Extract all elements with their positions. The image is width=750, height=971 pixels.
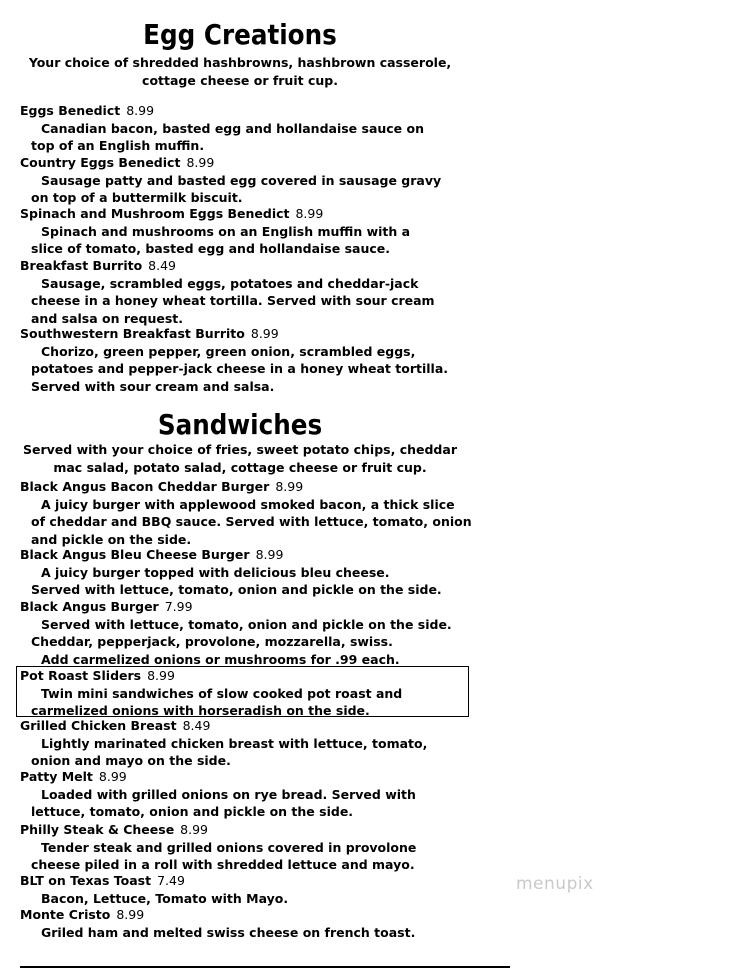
item-description: A juicy burger topped with delicious bleu cheese.	[41, 564, 390, 580]
item-description: Cheddar, pepperjack, provolone, mozzarella, swiss.	[31, 634, 393, 650]
item-price: 8.99	[186, 155, 215, 170]
item-name: Spinach and Mushroom Eggs Benedict	[20, 206, 290, 221]
item-description: and salsa on request.	[31, 310, 183, 326]
item-description: Served with lettuce, tomato, onion and pickle on the side.	[31, 582, 442, 598]
intro-line: mac salad, potato salad, cottage cheese or fruit cup.	[53, 460, 427, 475]
menu-item-bleu-cheese-burger	[20, 546, 740, 599]
item-description: onion and mayo on the side.	[31, 753, 231, 769]
menu-item-blt-texas-toast	[20, 872, 740, 907]
menu-item-southwestern-breakfast-burrito	[20, 325, 740, 395]
item-name: Country Eggs Benedict	[20, 155, 181, 170]
intro-line: Your choice of shredded hashbrowns, hashbrown casserole,	[28, 55, 452, 70]
item-name: Pot Roast Sliders	[20, 668, 142, 683]
item-price: 7.99	[164, 599, 193, 614]
item-price: 8.99	[250, 326, 279, 341]
menu-item-eggs-benedict	[20, 102, 740, 155]
item-description: Loaded with grilled onions on rye bread. Served with	[41, 786, 416, 802]
item-price: 8.99	[126, 103, 155, 118]
item-description: lettuce, tomato, onion and pickle on the side.	[31, 804, 354, 820]
item-price: 8.99	[147, 668, 175, 683]
item-name: Black Angus Burger	[20, 599, 159, 614]
item-name: Eggs Benedict	[20, 103, 121, 118]
item-description: slice of tomato, basted egg and hollandaise sauce.	[31, 241, 390, 257]
item-description: Tender steak and grilled onions covered in provolone	[41, 839, 417, 855]
section-intro-sandwiches	[0, 441, 480, 477]
menu-item-pot-roast-sliders	[17, 667, 468, 719]
item-description: cheese piled in a roll with shredded lettuce and mayo.	[31, 857, 415, 873]
item-price: 8.99	[275, 479, 304, 494]
item-description: Lightly marinated chicken breast with lettuce, tomato,	[41, 735, 428, 751]
item-description: and pickle on the side.	[31, 531, 192, 547]
menu-item-breakfast-burrito	[20, 257, 740, 327]
item-description: on top of a buttermilk biscuit.	[31, 190, 243, 206]
item-description: Spinach and mushrooms on an English muffin with a	[41, 223, 411, 239]
item-description: Chorizo, green pepper, green onion, scrambled eggs,	[41, 343, 416, 359]
menu-item-country-eggs-benedict	[20, 154, 740, 207]
item-description: Add carmelized onions or mushrooms for .99 each.	[41, 651, 400, 667]
item-price: 7.49	[157, 873, 185, 888]
item-description: A juicy burger with applewood smoked bacon, a thick slice	[41, 496, 455, 512]
item-description: Twin mini sandwiches of slow cooked pot roast and	[41, 685, 403, 701]
item-description: Canadian bacon, basted egg and hollandaise sauce on	[41, 120, 425, 136]
item-price: 8.99	[255, 547, 284, 562]
item-name: Grilled Chicken Breast	[20, 718, 177, 733]
item-price: 8.99	[116, 907, 145, 922]
section-title-sandwiches: Sandwiches	[157, 408, 323, 441]
section-intro-egg-creations	[0, 54, 480, 90]
item-name: Breakfast Burrito	[20, 258, 143, 273]
item-price: 8.99	[295, 206, 324, 221]
item-description: of cheddar and BBQ sauce. Served with lettuce, tomato, onion	[31, 514, 472, 530]
item-description: Served with sour cream and salsa.	[31, 378, 275, 394]
item-description: carmelized onions with horseradish on the side.	[31, 703, 370, 719]
menu-item-bacon-cheddar-burger	[20, 478, 740, 548]
menu-item-spinach-mushroom-eggs-benedict	[20, 205, 740, 258]
item-description: potatoes and pepper-jack cheese in a honey wheat tortilla.	[31, 361, 449, 377]
item-description: Griled ham and melted swiss cheese on french toast.	[41, 924, 416, 940]
intro-line: Served with your choice of fries, sweet potato chips, cheddar	[23, 442, 457, 457]
item-description: Bacon, Lettuce, Tomato with Mayo.	[41, 890, 289, 906]
item-price: 8.49	[182, 718, 211, 733]
item-name: Black Angus Bacon Cheddar Burger	[20, 479, 270, 494]
item-name: BLT on Texas Toast	[20, 873, 152, 888]
item-description: Served with lettuce, tomato, onion and pickle on the side.	[41, 616, 452, 632]
item-description: Sausage, scrambled eggs, potatoes and cheddar-jack	[41, 275, 419, 291]
menu-item-philly-steak-cheese	[20, 821, 740, 874]
item-description: Sausage patty and basted egg covered in sausage gravy	[41, 172, 442, 188]
menu-item-black-angus-burger	[20, 598, 740, 668]
item-name: Black Angus Bleu Cheese Burger	[20, 547, 250, 562]
item-description: cheese in a honey wheat tortilla. Served with sour cream	[31, 293, 435, 309]
item-price: 8.99	[180, 822, 209, 837]
watermark-text: menupix	[516, 874, 594, 894]
item-price: 8.49	[148, 258, 177, 273]
menu-item-grilled-chicken-breast	[20, 717, 740, 770]
menu-item-patty-melt	[20, 768, 740, 821]
item-name: Southwestern Breakfast Burrito	[20, 326, 245, 341]
item-name: Monte Cristo	[20, 907, 111, 922]
item-name: Philly Steak & Cheese	[20, 822, 175, 837]
item-price: 8.99	[98, 769, 127, 784]
bottom-divider	[20, 966, 510, 968]
intro-line: cottage cheese or fruit cup.	[142, 73, 338, 88]
item-name: Patty Melt	[20, 769, 93, 784]
menu-item-monte-cristo	[20, 906, 740, 941]
item-description: top of an English muffin.	[31, 138, 205, 154]
section-title-egg-creations: Egg Creations	[143, 18, 337, 51]
